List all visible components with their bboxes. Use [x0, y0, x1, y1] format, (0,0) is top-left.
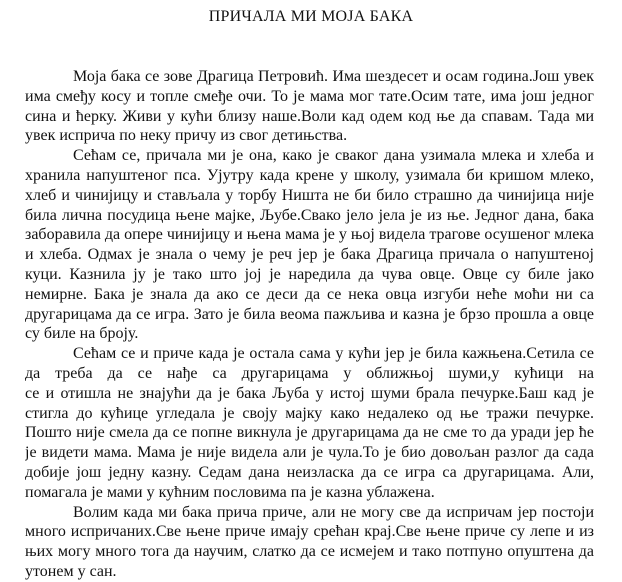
paragraph-line: много испричаних.Све њене приче имају срећан крај.Све њене приче су лепе и из: [25, 523, 594, 541]
paragraph-line: да треба да се нађе са другарицама у оближњој шуми,у кућици на: [25, 364, 594, 382]
paragraph-line: Сећам се, причала ми је она, како је сваког дана узимала млека и хлеба и: [73, 147, 594, 165]
paragraph-line: Сећам се и приче када је остала сама у кући јер је била кажњена.Сетила се: [73, 345, 594, 363]
paragraph-line: се и отишла не знајући да је бака Љуба у истој шуми брала печурке.Баш кад је: [25, 384, 594, 402]
paragraph-line: и хлеба. Одмах је знала о чему је реч јер је бака Драгица причала о напуштеној: [25, 246, 594, 264]
paragraph-line: добије још једну казну. Седам дана неизласка да се игра са другарицама. Али,: [25, 463, 594, 481]
paragraph-line: другарицама да се игра. Зато је била веома пажљива и казна је брзо прошла а овце: [25, 305, 594, 323]
paragraph: [25, 344, 594, 502]
paragraph: [25, 503, 594, 582]
paragraph-line: сина и ћерку. Живи у кући близу наше.Воли кад одем код ње да спавам. Тада ми: [25, 107, 594, 125]
paragraph-line: њих могу много тога да научим, слатко да се исмејем и тако потпуно опуштена да: [25, 543, 594, 561]
paragraph-line: била лична посудица њене мајке, Љубе.Свако јело јела је из ње. Једног дана, бака: [25, 206, 594, 224]
paragraph-line: Волим када ми бака прича приче, али не могу све да испричам јер постоји: [73, 503, 594, 521]
paragraph: [25, 67, 594, 146]
paragraph-line: увек исприча по неку причу из свог детињства.: [25, 127, 348, 145]
paragraph-line: помагала је мами у кућним пословима па је казна ублажена.: [25, 483, 435, 501]
paragraph-line: куци. Казнила ју је тако што јој је наредила да чува овце. Овце су биле јако: [25, 265, 594, 283]
paragraph-line: утонем у сан.: [25, 562, 117, 580]
paragraph-line: хлеб и чинијицу и стављала у торбу Ништа не би било страшно да чинијица није: [25, 186, 594, 204]
paragraph-line: су биле на броју.: [25, 325, 139, 343]
paragraph-line: заборавила да опере чинијицу и њена мама је у њој видела трагове осушеног млека: [25, 226, 594, 244]
document-title: ПРИЧАЛА МИ МОЈА БАКА: [208, 8, 414, 25]
paragraph-line: немирне. Бака је знала да ако се деси да се нека овца изгуби неће моћи ни са: [25, 285, 594, 303]
paragraph-line: Пошто није смела да се попне викнула је другарицама да не сме то да уради јер ће: [25, 424, 594, 442]
document-body: [25, 67, 594, 582]
paragraph: [25, 146, 594, 344]
paragraph-line: има смеђу косу и топле смеђе очи. То је мама мог тате.Осим тате, има још једног: [25, 87, 594, 105]
paragraph-line: хранила напуштеног пса. Ујутру када крене у школу, узимала би кришом млеко,: [25, 166, 594, 184]
paragraph-line: Моја бака се зове Драгица Петровић. Има шездесет и осам година.Још увек: [73, 68, 594, 85]
paragraph-line: је видети мама. Мама је није видела али је чула.То је био довољан разлог да сада: [25, 444, 594, 462]
paragraph-line: стигла до кућице угледала је своју мајку како недалеко од ње тражи печурке.: [25, 404, 594, 422]
